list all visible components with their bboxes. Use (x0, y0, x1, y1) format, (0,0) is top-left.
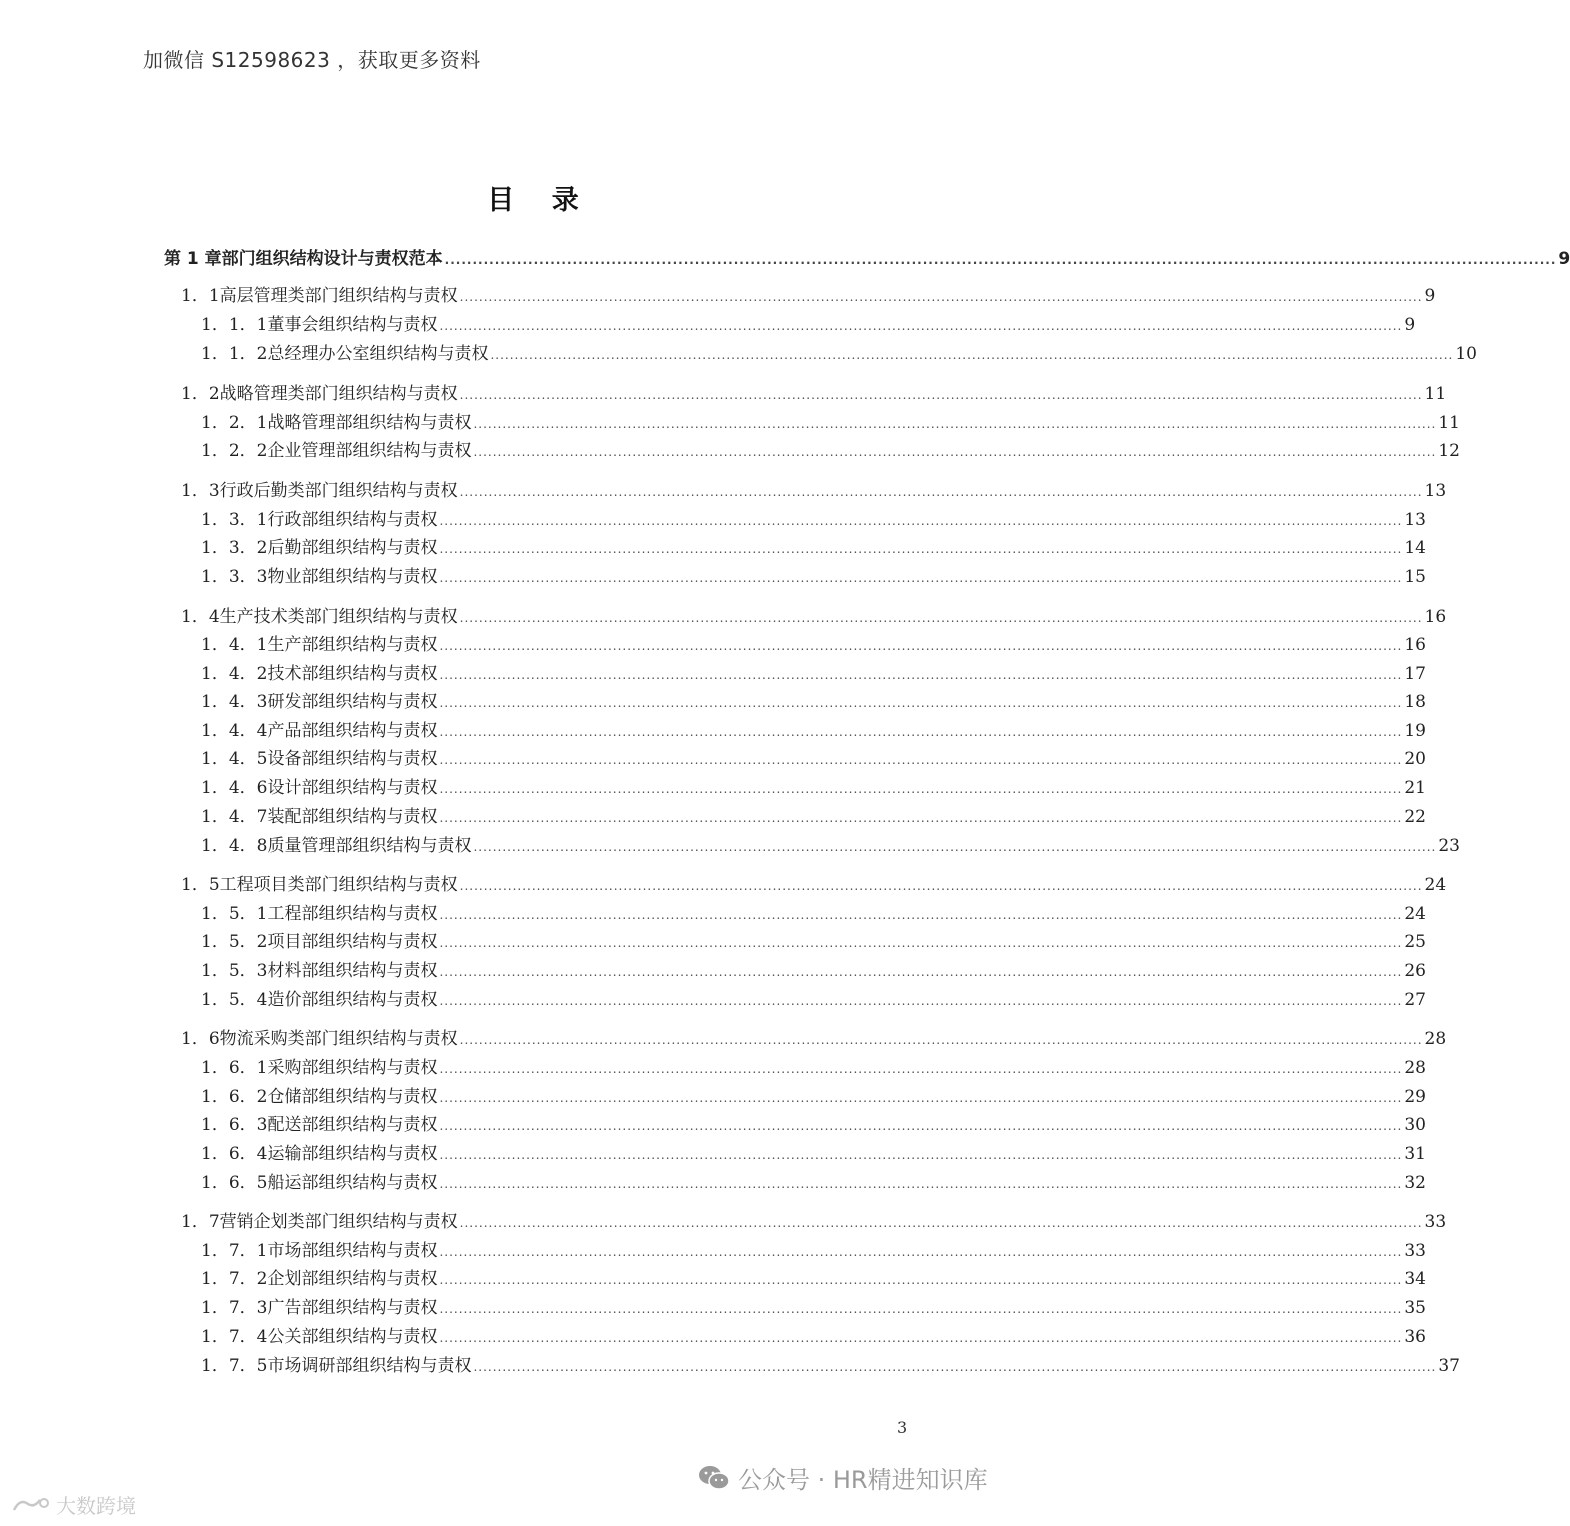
toc-entry-number: 1．7．2 (201, 1269, 268, 1289)
toc-subsection-entry (201, 959, 1426, 983)
toc-leader-dots: ........................................................................................................................................................................................................ (439, 1177, 1403, 1191)
toc-entry-page: 34 (1404, 1269, 1426, 1289)
toc-subsection-entry (201, 1267, 1426, 1291)
toc-entry-page: 37 (1438, 1356, 1460, 1376)
header-note: 加微信 S12598623 ，获取更多资料 (143, 48, 481, 72)
toc-subsection-entry (201, 508, 1426, 532)
toc-entry-number: 1．5 (181, 875, 220, 895)
toc-subsection-entry (201, 988, 1426, 1012)
toc-entry-page: 9 (1404, 315, 1416, 335)
toc-leader-dots: ........................................................................................................................................................................................................ (439, 936, 1403, 950)
toc-title: 目 录 (487, 185, 593, 216)
toc-entry-title: 配送部组织结构与责权 (267, 1115, 438, 1135)
toc-entry-title: 设计部组织结构与责权 (267, 778, 438, 798)
toc-entry-title: 后勤部组织结构与责权 (267, 538, 438, 558)
toc-subsection-entry (201, 1354, 1460, 1378)
watermark-logo-icon (10, 1494, 52, 1516)
toc-leader-dots: ........................................................................................................................................................................................................ (439, 639, 1403, 653)
toc-subsection-entry (201, 834, 1460, 858)
toc-subsection-entry (201, 1171, 1426, 1195)
toc-entry-title: 董事会组织结构与责权 (267, 315, 438, 335)
toc-subsection-entry (201, 1056, 1426, 1080)
footer-watermark-left (10, 1490, 136, 1519)
toc-leader-dots: ........................................................................................................................................................................................................ (473, 445, 1437, 459)
toc-entry-title: 生产部组织结构与责权 (267, 635, 438, 655)
toc-entry-page: 10 (1455, 344, 1477, 364)
wechat-icon (698, 1464, 730, 1492)
toc-leader-dots: ........................................................................................................................................................................................................ (459, 290, 1423, 304)
toc-entry-number: 1．3 (181, 481, 220, 501)
toc-entry-page: 16 (1404, 635, 1426, 655)
toc-subsection-entry (201, 690, 1426, 714)
toc-entry-page: 26 (1404, 961, 1426, 981)
toc-subsection-entry (201, 902, 1426, 926)
toc-entry-number: 1．5．4 (201, 990, 268, 1010)
toc-entry-page: 21 (1404, 778, 1426, 798)
toc-entry-number: 1．6．4 (201, 1144, 268, 1164)
toc-subsection-entry (201, 930, 1426, 954)
toc-leader-dots: ........................................................................................................................................................................................................ (459, 388, 1423, 402)
toc-leader-dots: ........................................................................................................................................................................................................ (439, 965, 1403, 979)
toc-section-entry (181, 873, 1447, 897)
toc-entry-page: 30 (1404, 1115, 1426, 1135)
toc-leader-dots: ........................................................................................................................................................................................................ (444, 253, 1557, 267)
toc-entry-page: 17 (1404, 664, 1426, 684)
toc-entry-number: 1．6 (181, 1029, 220, 1049)
toc-entry-page: 14 (1404, 538, 1426, 558)
toc-subsection-entry (201, 536, 1426, 560)
toc-leader-dots: ........................................................................................................................................................................................................ (439, 514, 1403, 528)
toc-leader-dots: ........................................................................................................................................................................................................ (473, 840, 1437, 854)
toc-entry-title: 生产技术类部门组织结构与责权 (219, 607, 458, 627)
toc-entry-title: 工程项目类部门组织结构与责权 (219, 875, 458, 895)
toc-entry-number: 1．4．6 (201, 778, 268, 798)
page-number: 3 (897, 1418, 908, 1437)
toc-leader-dots: ........................................................................................................................................................................................................ (439, 782, 1403, 796)
toc-section-entry (181, 284, 1436, 308)
toc-entry-page: 18 (1404, 692, 1426, 712)
toc-entry-title: 营销企划类部门组织结构与责权 (219, 1212, 458, 1232)
toc-entry-number: 1．1．1 (201, 315, 268, 335)
toc-entry-title: 广告部组织结构与责权 (267, 1298, 438, 1318)
toc-entry-title: 研发部组织结构与责权 (267, 692, 438, 712)
toc-chapter-entry (164, 247, 1570, 271)
toc-entry-number: 1．4．3 (201, 692, 268, 712)
toc-entry-number: 1．2 (181, 384, 220, 404)
toc-leader-dots: ........................................................................................................................................................................................................ (439, 1273, 1403, 1287)
toc-subsection-entry (201, 1239, 1426, 1263)
toc-entry-number: 1．4．4 (201, 721, 268, 741)
toc-entry-page: 15 (1404, 567, 1426, 587)
toc-subsection-entry (201, 633, 1426, 657)
toc-entry-page: 12 (1438, 441, 1460, 461)
toc-entry-title: 运输部组织结构与责权 (267, 1144, 438, 1164)
toc-entry-title: 公关部组织结构与责权 (267, 1327, 438, 1347)
toc-entry-number: 1．4．5 (201, 749, 268, 769)
toc-entry-page: 13 (1404, 510, 1426, 530)
toc-entry-title: 质量管理部组织结构与责权 (267, 836, 472, 856)
toc-entry-number: 1．3．1 (201, 510, 268, 530)
toc-leader-dots: ........................................................................................................................................................................................................ (439, 319, 1403, 333)
toc-entry-page: 22 (1404, 807, 1426, 827)
toc-section-entry (181, 382, 1447, 406)
toc-entry-page: 23 (1438, 836, 1460, 856)
toc-subsection-entry (201, 747, 1426, 771)
toc-entry-page: 20 (1404, 749, 1426, 769)
toc-entry-page: 28 (1424, 1029, 1447, 1049)
toc-entry-number: 第 1 章 (164, 249, 222, 269)
toc-entry-page: 11 (1438, 413, 1460, 433)
footer-watermark-right (698, 1460, 988, 1495)
toc-entry-number: 1．7．4 (201, 1327, 268, 1347)
toc-entry-title: 物业部组织结构与责权 (267, 567, 438, 587)
toc-leader-dots: ........................................................................................................................................................................................................ (439, 1062, 1403, 1076)
toc-entry-title: 设备部组织结构与责权 (267, 749, 438, 769)
toc-subsection-entry (201, 439, 1460, 463)
toc-leader-dots: ........................................................................................................................................................................................................ (439, 1119, 1403, 1133)
toc-entry-number: 1．5．1 (201, 904, 268, 924)
toc-subsection-entry (201, 313, 1416, 337)
toc-entry-number: 1．1．2 (201, 344, 268, 364)
toc-entry-page: 35 (1404, 1298, 1426, 1318)
toc-entry-page: 24 (1424, 875, 1447, 895)
toc-entry-title: 物流采购类部门组织结构与责权 (219, 1029, 458, 1049)
toc-entry-number: 1．4．1 (201, 635, 268, 655)
toc-leader-dots: ........................................................................................................................................................................................................ (439, 1148, 1403, 1162)
toc-entry-number: 1．5．3 (201, 961, 268, 981)
toc-entry-title: 采购部组织结构与责权 (267, 1058, 438, 1078)
toc-leader-dots: ........................................................................................................................................................................................................ (439, 668, 1403, 682)
toc-entry-number: 1．6．3 (201, 1115, 268, 1135)
toc-entry-title: 战略管理部组织结构与责权 (267, 413, 472, 433)
toc-entry-number: 1．4 (181, 607, 220, 627)
toc-entry-number: 1．6．5 (201, 1173, 268, 1193)
toc-entry-title: 企业管理部组织结构与责权 (267, 441, 472, 461)
toc-entry-number: 1．4．7 (201, 807, 268, 827)
toc-leader-dots: ........................................................................................................................................................................................................ (459, 1033, 1423, 1047)
toc-leader-dots: ........................................................................................................................................................................................................ (459, 485, 1423, 499)
toc-entry-number: 1．2．2 (201, 441, 268, 461)
toc-subsection-entry (201, 1296, 1426, 1320)
toc-entry-page: 11 (1424, 384, 1447, 404)
toc-section-entry (181, 479, 1447, 503)
toc-entry-title: 船运部组织结构与责权 (267, 1173, 438, 1193)
toc-entry-title: 材料部组织结构与责权 (267, 961, 438, 981)
toc-subsection-entry (201, 662, 1426, 686)
toc-entry-title: 技术部组织结构与责权 (267, 664, 438, 684)
toc-leader-dots: ........................................................................................................................................................................................................ (439, 1245, 1403, 1259)
toc-leader-dots: ........................................................................................................................................................................................................ (439, 908, 1403, 922)
toc-entry-number: 1．4．8 (201, 836, 268, 856)
toc-entry-page: 32 (1404, 1173, 1426, 1193)
toc-entry-number: 1．3．2 (201, 538, 268, 558)
toc-entry-page: 16 (1424, 607, 1447, 627)
toc-subsection-entry (201, 805, 1426, 829)
toc-entry-title: 企划部组织结构与责权 (267, 1269, 438, 1289)
toc-entry-number: 1．7．5 (201, 1356, 268, 1376)
toc-entry-page: 9 (1424, 286, 1436, 306)
toc-entry-page: 9 (1558, 249, 1570, 269)
toc-leader-dots: ........................................................................................................................................................................................................ (473, 1360, 1437, 1374)
toc-entry-number: 1．7．3 (201, 1298, 268, 1318)
toc-leader-dots: ........................................................................................................................................................................................................ (439, 725, 1403, 739)
toc-entry-number: 1．4．2 (201, 664, 268, 684)
toc-entry-page: 36 (1404, 1327, 1426, 1347)
toc-section-entry (181, 1210, 1447, 1234)
toc-entry-number: 1．7 (181, 1212, 220, 1232)
toc-entry-title: 产品部组织结构与责权 (267, 721, 438, 741)
toc-leader-dots: ........................................................................................................................................................................................................ (439, 753, 1403, 767)
toc-leader-dots: ........................................................................................................................................................................................................ (439, 1331, 1403, 1345)
toc-leader-dots: ........................................................................................................................................................................................................ (439, 811, 1403, 825)
toc-subsection-entry (201, 1085, 1426, 1109)
toc-entry-page: 33 (1424, 1212, 1447, 1232)
toc-entry-title: 项目部组织结构与责权 (267, 932, 438, 952)
toc-leader-dots: ........................................................................................................................................................................................................ (439, 542, 1403, 556)
toc-entry-title: 工程部组织结构与责权 (267, 904, 438, 924)
toc-leader-dots: ........................................................................................................................................................................................................ (459, 1216, 1423, 1230)
toc-entry-number: 1．5．2 (201, 932, 268, 952)
toc-entry-page: 33 (1404, 1241, 1426, 1261)
footer-right-label: 公众号 · HR精进知识库 (738, 1466, 988, 1494)
toc-entry-title: 仓储部组织结构与责权 (267, 1087, 438, 1107)
toc-subsection-entry (201, 1113, 1426, 1137)
toc-leader-dots: ........................................................................................................................................................................................................ (459, 879, 1423, 893)
toc-leader-dots: ........................................................................................................................................................................................................ (439, 696, 1403, 710)
toc-leader-dots: ........................................................................................................................................................................................................ (439, 1091, 1403, 1105)
toc-entry-title: 装配部组织结构与责权 (267, 807, 438, 827)
toc-entry-page: 13 (1424, 481, 1447, 501)
toc-subsection-entry (201, 1142, 1426, 1166)
toc-entry-page: 29 (1404, 1087, 1426, 1107)
toc-subsection-entry (201, 776, 1426, 800)
toc-entry-title: 行政后勤类部门组织结构与责权 (219, 481, 458, 501)
toc-leader-dots: ........................................................................................................................................................................................................ (439, 571, 1403, 585)
toc-entry-page: 27 (1404, 990, 1426, 1010)
toc-entry-title: 市场部组织结构与责权 (267, 1241, 438, 1261)
toc-section-entry (181, 1027, 1447, 1051)
toc-leader-dots: ........................................................................................................................................................................................................ (459, 611, 1423, 625)
toc-entry-number: 1．1 (181, 286, 220, 306)
toc-leader-dots: ........................................................................................................................................................................................................ (473, 417, 1437, 431)
toc-entry-number: 1．2．1 (201, 413, 268, 433)
toc-entry-page: 24 (1404, 904, 1426, 924)
toc-section-entry (181, 605, 1447, 629)
toc-entry-number: 1．7．1 (201, 1241, 268, 1261)
toc-entry-title: 市场调研部组织结构与责权 (267, 1356, 472, 1376)
toc-leader-dots: ........................................................................................................................................................................................................ (439, 1302, 1403, 1316)
toc-entry-title: 行政部组织结构与责权 (267, 510, 438, 530)
toc-entry-number: 1．3．3 (201, 567, 268, 587)
toc-subsection-entry (201, 342, 1477, 366)
toc-entry-title: 战略管理类部门组织结构与责权 (219, 384, 458, 404)
toc-entry-title: 造价部组织结构与责权 (267, 990, 438, 1010)
toc-entry-number: 1．6．1 (201, 1058, 268, 1078)
toc-subsection-entry (201, 565, 1426, 589)
toc-subsection-entry (201, 1325, 1426, 1349)
toc-entry-page: 28 (1404, 1058, 1426, 1078)
toc-leader-dots: ........................................................................................................................................................................................................ (490, 348, 1454, 362)
toc-subsection-entry (201, 719, 1426, 743)
toc-entry-title: 总经理办公室组织结构与责权 (267, 344, 489, 364)
toc-entry-title: 部门组织结构设计与责权范本 (221, 249, 443, 269)
toc-subsection-entry (201, 411, 1460, 435)
toc-entry-page: 25 (1404, 932, 1426, 952)
footer-left-label: 大数跨境 (56, 1494, 136, 1518)
toc-leader-dots: ........................................................................................................................................................................................................ (439, 994, 1403, 1008)
toc-entry-number: 1．6．2 (201, 1087, 268, 1107)
toc-entry-page: 19 (1404, 721, 1426, 741)
toc-entry-page: 31 (1404, 1144, 1426, 1164)
toc-entry-title: 高层管理类部门组织结构与责权 (219, 286, 458, 306)
